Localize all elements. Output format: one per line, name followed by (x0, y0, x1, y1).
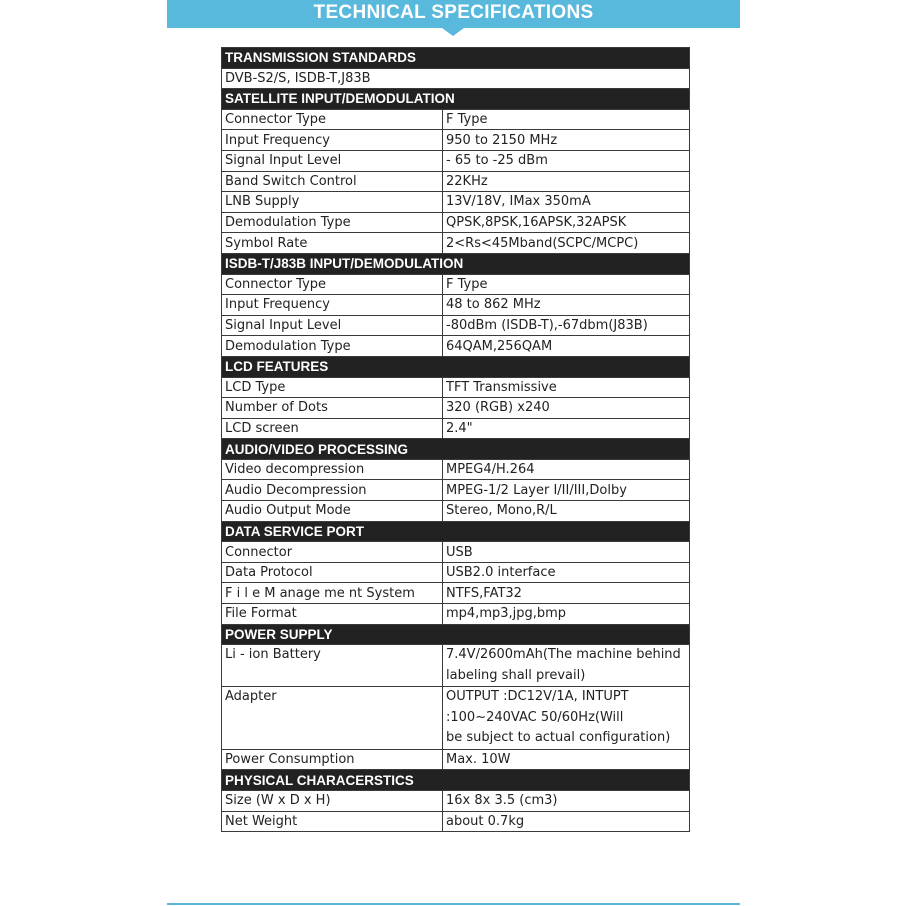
cell-value: NTFS,FAT32 (443, 583, 690, 604)
table-row (222, 274, 690, 295)
cell-label: Size (W x D x H) (222, 790, 443, 811)
section-header-physical (222, 770, 690, 791)
cell-value: MPEG-1/2 Layer I/II/III,Dolby (443, 480, 690, 501)
cell-value: 64QAM,256QAM (443, 336, 690, 357)
banner-notch (442, 28, 464, 36)
cell-value: Max. 10W (443, 749, 690, 770)
specs-table (221, 47, 690, 832)
value-line: OUTPUT :DC12V/1A, INTUPT (446, 689, 629, 705)
section-title: TRANSMISSION STANDARDS (222, 48, 690, 69)
table-row (222, 645, 690, 687)
table-row (222, 459, 690, 480)
cell-label: Signal Input Level (222, 150, 443, 171)
cell-value: USB (443, 542, 690, 563)
table-row (222, 130, 690, 151)
cell-value (443, 645, 690, 687)
table-row (222, 480, 690, 501)
cell-value: TFT Transmissive (443, 377, 690, 398)
table-row (222, 233, 690, 254)
value-line: labeling shall prevail) (446, 667, 586, 683)
cell-label: Audio Decompression (222, 480, 443, 501)
table-row (222, 501, 690, 522)
footer-divider (167, 903, 740, 905)
table-row (222, 790, 690, 811)
table-row (222, 295, 690, 316)
cell-label: Li - ion Battery (222, 645, 443, 687)
section-header-lcd (222, 356, 690, 377)
table-row (222, 150, 690, 171)
section-title: DATA SERVICE PORT (222, 521, 690, 542)
table-row (222, 811, 690, 832)
cell-label: File Format (222, 604, 443, 625)
cell-label: Signal Input Level (222, 315, 443, 336)
cell-value: F Type (443, 274, 690, 295)
cell-label: F i l e M anage me nt System (222, 583, 443, 604)
cell-value: 16x 8x 3.5 (cm3) (443, 790, 690, 811)
table-row (222, 418, 690, 439)
cell-label: Demodulation Type (222, 212, 443, 233)
cell-value: mp4,mp3,jpg,bmp (443, 604, 690, 625)
cell-value: - 65 to -25 dBm (443, 150, 690, 171)
cell-label: Video decompression (222, 459, 443, 480)
cell-value: 320 (RGB) x240 (443, 398, 690, 419)
cell-label: Demodulation Type (222, 336, 443, 357)
cell-value: 48 to 862 MHz (443, 295, 690, 316)
cell-value: -80dBm (ISDB-T),-67dbm(J83B) (443, 315, 690, 336)
table-row (222, 749, 690, 770)
section-title: POWER SUPPLY (222, 624, 690, 645)
section-title: ISDB-T/J83B INPUT/DEMODULATION (222, 253, 690, 274)
table-row (222, 687, 690, 750)
cell-value: 2.4" (443, 418, 690, 439)
cell-label: Adapter (222, 687, 443, 750)
value-line: :100~240VAC 50/60Hz(Will (446, 709, 624, 725)
cell-value: DVB-S2/S, ISDB-T,J83B (222, 68, 690, 89)
cell-label: Audio Output Mode (222, 501, 443, 522)
section-title: SATELLITE INPUT/DEMODULATION (222, 89, 690, 110)
value-line: be subject to actual configuration) (446, 730, 671, 746)
table-row (222, 192, 690, 213)
table-row (222, 336, 690, 357)
cell-label: LCD screen (222, 418, 443, 439)
cell-value: Stereo, Mono,R/L (443, 501, 690, 522)
section-header-audio-video (222, 439, 690, 460)
table-row (222, 604, 690, 625)
table-row (222, 68, 690, 89)
cell-label: Input Frequency (222, 130, 443, 151)
section-header-isdbt (222, 253, 690, 274)
cell-label: Power Consumption (222, 749, 443, 770)
cell-label: LNB Supply (222, 192, 443, 213)
table-row (222, 562, 690, 583)
cell-value: USB2.0 interface (443, 562, 690, 583)
table-row (222, 583, 690, 604)
cell-label: Band Switch Control (222, 171, 443, 192)
cell-label: Connector Type (222, 109, 443, 130)
banner-title: TECHNICAL SPECIFICATIONS (313, 2, 594, 23)
section-header-data-port (222, 521, 690, 542)
section-header-power (222, 624, 690, 645)
section-title: LCD FEATURES (222, 356, 690, 377)
cell-label: Input Frequency (222, 295, 443, 316)
table-row (222, 398, 690, 419)
value-line: 7.4V/2600mAh(The machine behind (446, 647, 681, 663)
cell-label: Data Protocol (222, 562, 443, 583)
section-header-satellite (222, 89, 690, 110)
cell-value: F Type (443, 109, 690, 130)
table-row (222, 212, 690, 233)
cell-value: 13V/18V, IMax 350mA (443, 192, 690, 213)
table-row (222, 315, 690, 336)
cell-label: Connector Type (222, 274, 443, 295)
cell-value: MPEG4/H.264 (443, 459, 690, 480)
section-title: PHYSICAL CHARACERSTICS (222, 770, 690, 791)
table-row (222, 377, 690, 398)
cell-value: 22KHz (443, 171, 690, 192)
section-title: AUDIO/VIDEO PROCESSING (222, 439, 690, 460)
cell-label: Symbol Rate (222, 233, 443, 254)
cell-label: Number of Dots (222, 398, 443, 419)
table-row (222, 109, 690, 130)
cell-value: 950 to 2150 MHz (443, 130, 690, 151)
cell-value: 2<Rs<45Mband(SCPC/MCPC) (443, 233, 690, 254)
cell-value (443, 687, 690, 750)
cell-label: Connector (222, 542, 443, 563)
cell-label: Net Weight (222, 811, 443, 832)
cell-value: about 0.7kg (443, 811, 690, 832)
cell-value: QPSK,8PSK,16APSK,32APSK (443, 212, 690, 233)
table-row (222, 171, 690, 192)
specs-banner (167, 0, 740, 28)
table-row (222, 542, 690, 563)
cell-label: LCD Type (222, 377, 443, 398)
section-header-transmission (222, 48, 690, 69)
